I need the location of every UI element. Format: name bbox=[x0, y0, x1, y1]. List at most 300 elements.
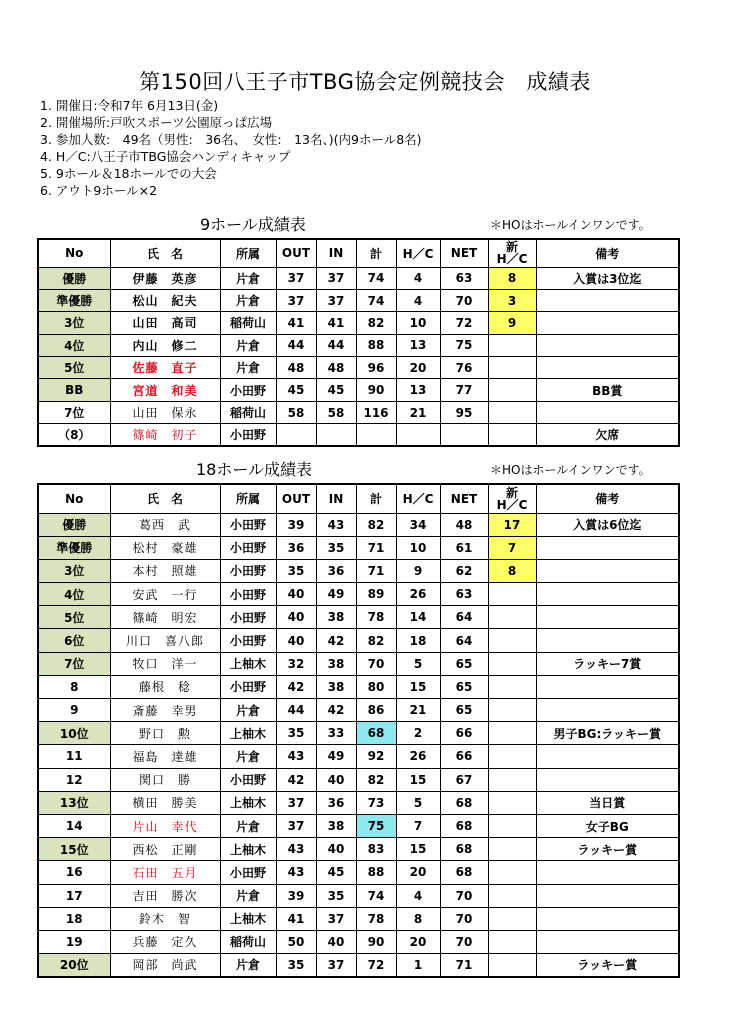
table-row bbox=[38, 930, 679, 953]
remark-cell bbox=[536, 861, 679, 884]
out-score-cell: 41 bbox=[276, 312, 316, 334]
remark-cell: 入賞は3位迄 bbox=[536, 267, 679, 289]
player-name: 内山 修二 bbox=[110, 334, 220, 356]
rank-cell: 14 bbox=[38, 814, 110, 837]
info-date: 1. 開催日:令和7年 6月13日(金) bbox=[40, 98, 219, 113]
affiliation-cell: 小田野 bbox=[220, 675, 276, 698]
handicap-cell: 20 bbox=[396, 861, 440, 884]
player-name: 横田 勝美 bbox=[110, 791, 220, 814]
section-9-title: 9ホール成績表 bbox=[200, 215, 306, 234]
remark-cell bbox=[536, 675, 679, 698]
table-row bbox=[38, 289, 679, 311]
rank-cell: 優勝 bbox=[38, 513, 110, 536]
out-score-cell bbox=[276, 424, 316, 446]
col-no: No bbox=[38, 484, 110, 513]
affiliation-cell: 片倉 bbox=[220, 954, 276, 977]
col-new-handicap bbox=[488, 484, 536, 513]
table-row bbox=[38, 536, 679, 559]
net-score-cell: 72 bbox=[440, 312, 488, 334]
table-row bbox=[38, 907, 679, 930]
net-score-cell: 63 bbox=[440, 267, 488, 289]
in-score-cell: 42 bbox=[316, 629, 356, 652]
results-table-18-hole bbox=[37, 483, 680, 978]
new-handicap-cell bbox=[488, 401, 536, 423]
net-score-cell: 70 bbox=[440, 884, 488, 907]
out-score-cell: 37 bbox=[276, 267, 316, 289]
out-score-cell: 42 bbox=[276, 675, 316, 698]
total-score-cell: 88 bbox=[356, 334, 396, 356]
table-row bbox=[38, 334, 679, 356]
col-net: NET bbox=[440, 239, 488, 267]
table-row bbox=[38, 838, 679, 861]
col-total: 計 bbox=[356, 239, 396, 267]
out-score-cell: 40 bbox=[276, 583, 316, 606]
net-score-cell: 70 bbox=[440, 907, 488, 930]
total-score-cell: 74 bbox=[356, 267, 396, 289]
table-row bbox=[38, 814, 679, 837]
affiliation-cell: 小田野 bbox=[220, 768, 276, 791]
new-handicap-cell bbox=[488, 884, 536, 907]
player-name: 藤根 稔 bbox=[110, 675, 220, 698]
handicap-cell: 34 bbox=[396, 513, 440, 536]
section-18-title: 18ホール成績表 bbox=[196, 460, 313, 479]
player-name: 鈴木 智 bbox=[110, 907, 220, 930]
remark-cell: 男子BG:ラッキー賞 bbox=[536, 722, 679, 745]
player-name: 山田 保永 bbox=[110, 401, 220, 423]
new-handicap-cell bbox=[488, 745, 536, 768]
in-score-cell: 37 bbox=[316, 289, 356, 311]
table-row bbox=[38, 884, 679, 907]
rank-cell: 7位 bbox=[38, 401, 110, 423]
remark-cell bbox=[536, 606, 679, 629]
total-score-cell: 82 bbox=[356, 768, 396, 791]
results-table-9-hole bbox=[37, 238, 680, 447]
out-score-cell: 39 bbox=[276, 513, 316, 536]
total-score-cell: 71 bbox=[356, 536, 396, 559]
player-name: 兵藤 定久 bbox=[110, 930, 220, 953]
handicap-cell: 2 bbox=[396, 722, 440, 745]
affiliation-cell: 片倉 bbox=[220, 357, 276, 379]
new-handicap-cell bbox=[488, 675, 536, 698]
info-venue: 2. 開催場所:戸吹スポーツ公園原っぱ広場 bbox=[40, 115, 273, 130]
new-handicap-cell bbox=[488, 699, 536, 722]
new-handicap-cell: 8 bbox=[488, 559, 536, 582]
rank-cell: 16 bbox=[38, 861, 110, 884]
col-affiliation: 所属 bbox=[220, 484, 276, 513]
new-handicap-cell bbox=[488, 954, 536, 977]
rank-cell: 5位 bbox=[38, 606, 110, 629]
col-handicap: H／C bbox=[396, 239, 440, 267]
remark-cell bbox=[536, 699, 679, 722]
rank-cell: 18 bbox=[38, 907, 110, 930]
remark-cell: ラッキー7賞 bbox=[536, 652, 679, 675]
player-name: 篠崎 明宏 bbox=[110, 606, 220, 629]
total-score-cell: 92 bbox=[356, 745, 396, 768]
new-handicap-cell bbox=[488, 722, 536, 745]
rank-cell: 11 bbox=[38, 745, 110, 768]
col-in: IN bbox=[316, 484, 356, 513]
net-score-cell: 65 bbox=[440, 652, 488, 675]
total-score-cell: 90 bbox=[356, 930, 396, 953]
affiliation-cell: 小田野 bbox=[220, 559, 276, 582]
out-score-cell: 43 bbox=[276, 861, 316, 884]
total-score-cell: 74 bbox=[356, 289, 396, 311]
new-handicap-cell bbox=[488, 861, 536, 884]
affiliation-cell: 小田野 bbox=[220, 629, 276, 652]
player-name: 石田 五月 bbox=[110, 861, 220, 884]
rank-cell: 7位 bbox=[38, 652, 110, 675]
handicap-cell: 14 bbox=[396, 606, 440, 629]
player-name: 山田 高司 bbox=[110, 312, 220, 334]
total-score-cell: 89 bbox=[356, 583, 396, 606]
section-9-note: ＊HOはホールインワンです。 bbox=[490, 218, 651, 232]
in-score-cell: 49 bbox=[316, 745, 356, 768]
in-score-cell: 36 bbox=[316, 559, 356, 582]
out-score-cell: 48 bbox=[276, 357, 316, 379]
total-score-cell: 78 bbox=[356, 606, 396, 629]
handicap-cell: 10 bbox=[396, 536, 440, 559]
new-handicap-cell bbox=[488, 629, 536, 652]
total-score-cell: 86 bbox=[356, 699, 396, 722]
net-score-cell: 65 bbox=[440, 675, 488, 698]
table-row bbox=[38, 583, 679, 606]
affiliation-cell: 小田野 bbox=[220, 861, 276, 884]
handicap-cell: 7 bbox=[396, 814, 440, 837]
net-score-cell: 64 bbox=[440, 606, 488, 629]
table-header-row bbox=[38, 484, 679, 513]
total-score-cell: 74 bbox=[356, 884, 396, 907]
handicap-cell: 9 bbox=[396, 559, 440, 582]
col-new-hc-label: H／C bbox=[496, 497, 528, 512]
net-score-cell: 65 bbox=[440, 699, 488, 722]
handicap-cell: 8 bbox=[396, 907, 440, 930]
remark-cell bbox=[536, 536, 679, 559]
col-new-hc-label: H／C bbox=[496, 252, 528, 267]
out-score-cell: 36 bbox=[276, 536, 316, 559]
rank-cell: 13位 bbox=[38, 791, 110, 814]
remark-cell bbox=[536, 289, 679, 311]
player-name: 福島 達雄 bbox=[110, 745, 220, 768]
out-score-cell: 43 bbox=[276, 745, 316, 768]
total-score-cell: 78 bbox=[356, 907, 396, 930]
table-row bbox=[38, 699, 679, 722]
net-score-cell: 76 bbox=[440, 357, 488, 379]
new-handicap-cell bbox=[488, 583, 536, 606]
total-score-cell bbox=[356, 424, 396, 446]
player-name: 松村 豪雄 bbox=[110, 536, 220, 559]
col-new-label: 新 bbox=[505, 485, 518, 500]
handicap-cell: 5 bbox=[396, 652, 440, 675]
in-score-cell: 37 bbox=[316, 907, 356, 930]
col-in: IN bbox=[316, 239, 356, 267]
handicap-cell: 15 bbox=[396, 838, 440, 861]
net-score-cell: 66 bbox=[440, 722, 488, 745]
table-row bbox=[38, 379, 679, 401]
table-row bbox=[38, 652, 679, 675]
out-score-cell: 37 bbox=[276, 289, 316, 311]
col-remark: 備考 bbox=[536, 484, 679, 513]
out-score-cell: 37 bbox=[276, 791, 316, 814]
handicap-cell: 4 bbox=[396, 884, 440, 907]
rank-cell: 5位 bbox=[38, 357, 110, 379]
handicap-cell: 4 bbox=[396, 267, 440, 289]
in-score-cell: 33 bbox=[316, 722, 356, 745]
remark-cell: ラッキー賞 bbox=[536, 954, 679, 977]
handicap-cell: 10 bbox=[396, 312, 440, 334]
in-score-cell: 44 bbox=[316, 334, 356, 356]
player-name: 斎藤 幸男 bbox=[110, 699, 220, 722]
net-score-cell bbox=[440, 424, 488, 446]
out-score-cell: 32 bbox=[276, 652, 316, 675]
new-handicap-cell bbox=[488, 768, 536, 791]
out-score-cell: 50 bbox=[276, 930, 316, 953]
remark-cell bbox=[536, 907, 679, 930]
player-name: 篠崎 初子 bbox=[110, 424, 220, 446]
total-score-cell: 71 bbox=[356, 559, 396, 582]
in-score-cell: 40 bbox=[316, 838, 356, 861]
handicap-cell: 21 bbox=[396, 699, 440, 722]
in-score-cell: 35 bbox=[316, 884, 356, 907]
out-score-cell: 35 bbox=[276, 559, 316, 582]
in-score-cell: 49 bbox=[316, 583, 356, 606]
col-handicap: H／C bbox=[396, 484, 440, 513]
remark-cell bbox=[536, 357, 679, 379]
in-score-cell: 40 bbox=[316, 768, 356, 791]
net-score-cell: 71 bbox=[440, 954, 488, 977]
info-format: 5. 9ホール＆18ホールでの大会 bbox=[40, 166, 217, 181]
affiliation-cell: 稲荷山 bbox=[220, 401, 276, 423]
table-row bbox=[38, 312, 679, 334]
affiliation-cell: 稲荷山 bbox=[220, 312, 276, 334]
total-score-cell: 73 bbox=[356, 791, 396, 814]
in-score-cell: 37 bbox=[316, 267, 356, 289]
affiliation-cell: 小田野 bbox=[220, 583, 276, 606]
handicap-cell: 20 bbox=[396, 357, 440, 379]
new-handicap-cell bbox=[488, 652, 536, 675]
section-18-note: ＊HOはホールインワンです。 bbox=[490, 463, 651, 477]
player-name: 岡部 尚武 bbox=[110, 954, 220, 977]
table-row bbox=[38, 629, 679, 652]
affiliation-cell: 片倉 bbox=[220, 699, 276, 722]
col-name: 氏 名 bbox=[110, 484, 220, 513]
table-row bbox=[38, 401, 679, 423]
net-score-cell: 68 bbox=[440, 861, 488, 884]
rank-cell: 優勝 bbox=[38, 267, 110, 289]
out-score-cell: 35 bbox=[276, 722, 316, 745]
in-score-cell: 38 bbox=[316, 606, 356, 629]
net-score-cell: 68 bbox=[440, 791, 488, 814]
new-handicap-cell bbox=[488, 838, 536, 861]
new-handicap-cell: 3 bbox=[488, 289, 536, 311]
table-row bbox=[38, 559, 679, 582]
net-score-cell: 61 bbox=[440, 536, 488, 559]
net-score-cell: 75 bbox=[440, 334, 488, 356]
handicap-cell: 4 bbox=[396, 289, 440, 311]
table-row bbox=[38, 267, 679, 289]
out-score-cell: 40 bbox=[276, 606, 316, 629]
in-score-cell: 40 bbox=[316, 930, 356, 953]
out-score-cell: 42 bbox=[276, 768, 316, 791]
new-handicap-cell bbox=[488, 930, 536, 953]
total-score-cell: 83 bbox=[356, 838, 396, 861]
out-score-cell: 43 bbox=[276, 838, 316, 861]
new-handicap-cell bbox=[488, 606, 536, 629]
in-score-cell: 38 bbox=[316, 652, 356, 675]
net-score-cell: 95 bbox=[440, 401, 488, 423]
total-score-cell: 82 bbox=[356, 513, 396, 536]
new-handicap-cell bbox=[488, 334, 536, 356]
affiliation-cell: 上柚木 bbox=[220, 652, 276, 675]
out-score-cell: 37 bbox=[276, 814, 316, 837]
affiliation-cell: 片倉 bbox=[220, 334, 276, 356]
in-score-cell: 36 bbox=[316, 791, 356, 814]
affiliation-cell: 上柚木 bbox=[220, 907, 276, 930]
table-row bbox=[38, 745, 679, 768]
out-score-cell: 39 bbox=[276, 884, 316, 907]
player-name: 葛西 武 bbox=[110, 513, 220, 536]
new-handicap-cell bbox=[488, 379, 536, 401]
in-score-cell: 45 bbox=[316, 861, 356, 884]
rank-cell: 準優勝 bbox=[38, 289, 110, 311]
out-score-cell: 40 bbox=[276, 629, 316, 652]
table-row bbox=[38, 791, 679, 814]
handicap-cell: 26 bbox=[396, 583, 440, 606]
in-score-cell: 43 bbox=[316, 513, 356, 536]
affiliation-cell: 片倉 bbox=[220, 745, 276, 768]
rank-cell: 19 bbox=[38, 930, 110, 953]
handicap-cell: 20 bbox=[396, 930, 440, 953]
handicap-cell bbox=[396, 424, 440, 446]
col-net: NET bbox=[440, 484, 488, 513]
in-score-cell: 38 bbox=[316, 814, 356, 837]
table-row bbox=[38, 606, 679, 629]
in-score-cell: 45 bbox=[316, 379, 356, 401]
rank-cell: 10位 bbox=[38, 722, 110, 745]
new-handicap-cell: 7 bbox=[488, 536, 536, 559]
table-header-row bbox=[38, 239, 679, 267]
player-name: 宮道 和美 bbox=[110, 379, 220, 401]
total-score-cell: 96 bbox=[356, 357, 396, 379]
table-row bbox=[38, 861, 679, 884]
in-score-cell: 41 bbox=[316, 312, 356, 334]
player-name: 松山 紀夫 bbox=[110, 289, 220, 311]
remark-cell: BB賞 bbox=[536, 379, 679, 401]
new-handicap-cell bbox=[488, 424, 536, 446]
rank-cell: 4位 bbox=[38, 334, 110, 356]
net-score-cell: 68 bbox=[440, 814, 488, 837]
affiliation-cell: 片倉 bbox=[220, 267, 276, 289]
remark-cell bbox=[536, 768, 679, 791]
remark-cell bbox=[536, 583, 679, 606]
col-new-handicap bbox=[488, 239, 536, 267]
rank-cell: 3位 bbox=[38, 312, 110, 334]
rank-cell: 準優勝 bbox=[38, 536, 110, 559]
net-score-cell: 68 bbox=[440, 838, 488, 861]
player-name: 牧口 洋一 bbox=[110, 652, 220, 675]
col-total: 計 bbox=[356, 484, 396, 513]
col-no: No bbox=[38, 239, 110, 267]
table-row bbox=[38, 954, 679, 977]
new-handicap-cell: 17 bbox=[488, 513, 536, 536]
in-score-cell: 35 bbox=[316, 536, 356, 559]
handicap-cell: 26 bbox=[396, 745, 440, 768]
event-info bbox=[40, 97, 422, 199]
handicap-cell: 21 bbox=[396, 401, 440, 423]
out-score-cell: 58 bbox=[276, 401, 316, 423]
total-score-cell: 82 bbox=[356, 312, 396, 334]
affiliation-cell: 小田野 bbox=[220, 424, 276, 446]
table-row bbox=[38, 357, 679, 379]
new-handicap-cell: 9 bbox=[488, 312, 536, 334]
player-name: 野口 勲 bbox=[110, 722, 220, 745]
remark-cell: 当日賞 bbox=[536, 791, 679, 814]
affiliation-cell: 片倉 bbox=[220, 289, 276, 311]
total-score-cell: 90 bbox=[356, 379, 396, 401]
remark-cell bbox=[536, 629, 679, 652]
net-score-cell: 63 bbox=[440, 583, 488, 606]
col-affiliation: 所属 bbox=[220, 239, 276, 267]
affiliation-cell: 上柚木 bbox=[220, 838, 276, 861]
in-score-cell: 48 bbox=[316, 357, 356, 379]
affiliation-cell: 上柚木 bbox=[220, 722, 276, 745]
info-participants: 3. 参加人数: 49名（男性: 36名、 女性: 13名、)(内9ホール8名) bbox=[40, 132, 422, 147]
handicap-cell: 1 bbox=[396, 954, 440, 977]
page-title: 第150回八王子市TBG協会定例競技会 成績表 bbox=[139, 70, 591, 94]
rank-cell: 4位 bbox=[38, 583, 110, 606]
in-score-cell: 42 bbox=[316, 699, 356, 722]
rank-cell: 17 bbox=[38, 884, 110, 907]
new-handicap-cell bbox=[488, 814, 536, 837]
handicap-cell: 15 bbox=[396, 768, 440, 791]
rank-cell: 6位 bbox=[38, 629, 110, 652]
rank-cell: （8） bbox=[38, 424, 110, 446]
total-score-cell: 70 bbox=[356, 652, 396, 675]
handicap-cell: 18 bbox=[396, 629, 440, 652]
player-name: 本村 照雄 bbox=[110, 559, 220, 582]
rank-cell: 12 bbox=[38, 768, 110, 791]
col-name: 氏 名 bbox=[110, 239, 220, 267]
rank-cell: 9 bbox=[38, 699, 110, 722]
col-new-label: 新 bbox=[505, 240, 518, 255]
affiliation-cell: 片倉 bbox=[220, 884, 276, 907]
total-score-cell: 80 bbox=[356, 675, 396, 698]
net-score-cell: 70 bbox=[440, 289, 488, 311]
rank-cell: 20位 bbox=[38, 954, 110, 977]
table-row bbox=[38, 722, 679, 745]
col-out: OUT bbox=[276, 239, 316, 267]
in-score-cell: 37 bbox=[316, 954, 356, 977]
remark-cell bbox=[536, 559, 679, 582]
affiliation-cell: 小田野 bbox=[220, 536, 276, 559]
handicap-cell: 13 bbox=[396, 379, 440, 401]
player-name: 伊藤 英彦 bbox=[110, 267, 220, 289]
col-remark: 備考 bbox=[536, 239, 679, 267]
affiliation-cell: 稲荷山 bbox=[220, 930, 276, 953]
remark-cell: 女子BG bbox=[536, 814, 679, 837]
new-handicap-cell: 8 bbox=[488, 267, 536, 289]
out-score-cell: 41 bbox=[276, 907, 316, 930]
remark-cell bbox=[536, 930, 679, 953]
player-name: 片山 幸代 bbox=[110, 814, 220, 837]
in-score-cell: 38 bbox=[316, 675, 356, 698]
remark-cell bbox=[536, 312, 679, 334]
in-score-cell: 58 bbox=[316, 401, 356, 423]
player-name: 川口 喜八郎 bbox=[110, 629, 220, 652]
net-score-cell: 66 bbox=[440, 745, 488, 768]
net-score-cell: 64 bbox=[440, 629, 488, 652]
player-name: 佐藤 直子 bbox=[110, 357, 220, 379]
out-score-cell: 44 bbox=[276, 699, 316, 722]
